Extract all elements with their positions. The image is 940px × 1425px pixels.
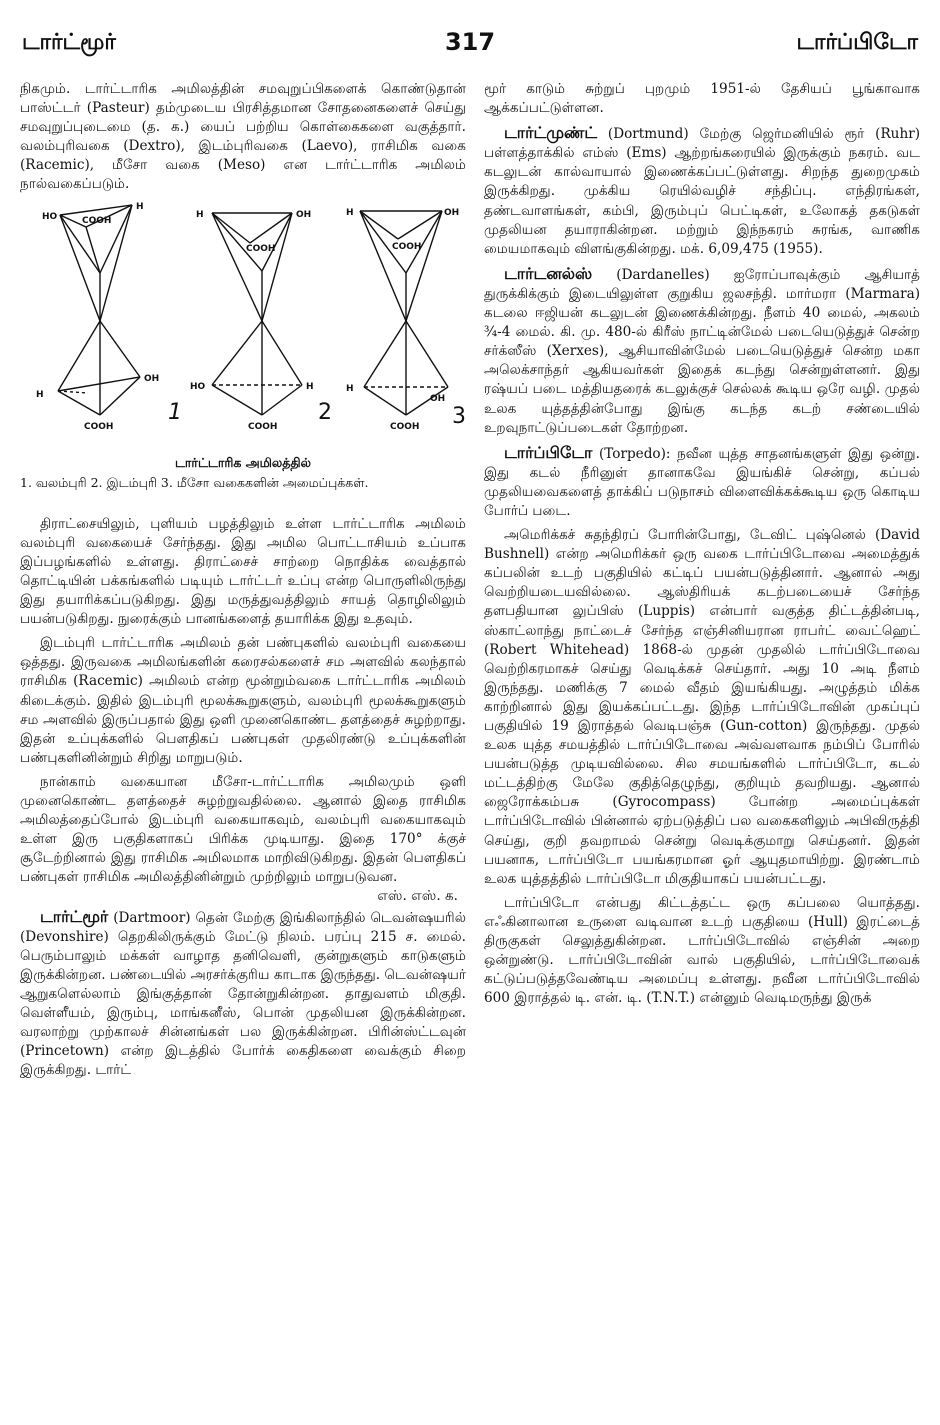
- page-number: 317: [444, 28, 496, 56]
- figure-number-3: 3: [452, 403, 466, 429]
- dardanelles-headword: டார்டனல்ஸ்: [504, 263, 593, 283]
- figure-number-1: 1: [168, 399, 182, 425]
- running-head-left: டார்ட்மூர்: [22, 30, 116, 55]
- meso-paragraph: நான்காம் வகையான மீசோ-டார்ட்டாரிக அமிலமும் ஒளி முனைகொண்ட தளத்தைச் சுழற்றுவதில்லை. ஆனால் இதை ராசிமிக அமிலத்தைப்போல் இடம்புரி வகையாகவும், வலம்புரி வகையாகவும் உள்ள இரு பகுதிகளாகப் பிரிக்க முடியாது. இதை 170° க்குச் சூடேற்றினால் இது ராசிமிக அமிலமாக மாறிவிடுகிறது. இதன் பௌதிகப் பண்புகள் ராசிமிக அமிலத்தினின்றும் முற்றிலும் மாறுபடுவன.: [20, 773, 466, 886]
- label-cooh-2-bottom: COOH: [248, 421, 278, 432]
- label-cooh-3-top: COOH: [392, 241, 422, 252]
- running-head-right: டார்ப்பிடோ: [796, 30, 918, 55]
- label-ho-1: HO: [42, 211, 58, 222]
- laevo-racemic-paragraph: இடம்புரி டார்ட்டாரிக அமிலம் தன் பண்புகளில் வலம்புரி வகையை ஒத்தது. இருவகை அமிலங்களின் கரைசல்களைச் சம அளவில் கலந்தால் ராசிமிக (Racemic) அமிலம் என்ற மூன்றும்வகை டார்ட்டாரிக அமிலம் கிடைக்கும். இதில் இடம்புரி மூலக்கூறுகளும், வலம்புரி மூலக்கூறுகளும் சம அளவில் இருப்பதால் இது ஒளி முனைகொண்ட தளத்தைச் சுழற்றாது. இதன் உப்புக்களில் பௌதிகப் பண்புகள் முதலிரண்டு உப்புக்களின் பண்புகளினின்றும் சிறிது மாறுபடும்.: [20, 635, 466, 766]
- label-oh-3-bottom: OH: [430, 393, 446, 404]
- label-h-2: H: [196, 209, 204, 220]
- dartmoor-headword: டார்ட்மூர்: [40, 906, 109, 926]
- label-h-2-bottom: H: [306, 381, 314, 392]
- label-oh-2: OH: [296, 209, 312, 220]
- torpedo-entry: [484, 443, 920, 521]
- torpedo-history-paragraph: அமெரிக்கச் சுதந்திரப் போரின்போது, டேவிட் புஷ்னெல் (David Bushnell) என்ற அமெரிக்கர் ஒரு வகை டார்ப்பிடோவை அமைத்துக் கப்பலின் உடற் பகுதியில் கட்டிப் பயன்படுத்தினார். ஆனால் அது வெற்றியடையவில்லை. ஆஸ்திரியக் கடற்படையைச் சேர்ந்த தளபதியான லுப்பிஸ் (Luppis) என்பார் வகுத்த திட்டத்தின்படி, ஸ்காட்லாந்து நாட்டைச் சேர்ந்த எஞ்சினியரான ராபர்ட் வைட்ஹெட் (Robert Whitehead) 1868-ல் முதன் முதலில் டார்ப்பிடோவை வெற்றிகரமாகச் செய்து வெடிக்கச் செய்தார். அது 10 அடி நீளம் இருந்தது. மணிக்கு 7 மைல் வீதம் இயங்கியது. அழுத்தம் மிக்க காற்றினால் இது இயக்கப்பட்டது. இந்த டார்ப்பிடோவின் முகப்புப் பகுதியில் 19 இராத்தல் வெடிபஞ்சு (Gun-cotton) இருந்தது. முதல் உலக யுத்த சமயத்தில் டார்ப்பிடோவை அவ்வளவாக நம்பிப் போரில் பயன்படுத்த முடியவில்லை. சில சமயங்களில் டார்ப்பிடோ, கடல் மட்டத்திற்கு மேலே குதித்தெழுந்து, குறியும் தவறியது. ஆனால் ஜைரோக்கம்பசு (Gyrocompass) போன்ற அமைப்புக்கள் டார்ப்பிடோவில் பின்னால் ஏற்படுத்திப் பல வகைகளிலும் அபிவிருத்தி செய்து, குறி தவறாமல் சென்று வெடிக்குமாறு செய்தனர். இதன் பயனாக, டார்ப்பிடோ பயங்கரமான ஓர் ஆயுதமாயிற்று. இரண்டாம் உலக யுத்தத்தில் டார்ப்பிடோ மிகுதியாகப் பயன்பட்டது.: [484, 527, 920, 887]
- label-h-3-bottom: H: [346, 383, 354, 394]
- label-oh-3: OH: [444, 207, 460, 218]
- dartmoor-continuation: மூர் காடும் சுற்றுப் புறமும் 1951-ல் தேசியப் பூங்காவாக ஆக்கப்பட்டுள்ளன.: [484, 81, 920, 117]
- tartaric-intro-paragraph: நிகமும். டார்ட்டாரிக அமிலத்தின் சமவுறுப்பிகளைக் கொண்டுதான் பாஸ்ட்டர் (Pasteur) தம்முடைய பிரசித்தமான சோதனைகளைச் செய்து சமவுறுப்புடைமை (த. க.) யைப் பற்றிய கொள்கைகளை வகுத்தார். வலம்புரிவகை (Dextro), இடம்புரிவகை (Laevo), ராசிமிக வகை (Racemic), மீசோ வகை (Meso) என டார்ட்டாரிக அமிலம் நால்வகைப்படும்.: [20, 81, 466, 193]
- torpedo-headword: டார்ப்பிடோ: [504, 442, 593, 462]
- dardanelles-body: (Dardanelles) ஐரோப்பாவுக்கும் ஆசியாத் துருக்கிக்கும் இடையிலுள்ள குறுகிய ஜலசந்தி. மார்மரா (Marmara) கடலை ஈஜியன் கடலுடன் இணைக்கின்றது. நீளம் 40 மைல், அகலம் ¾-4 மைல். கி. மு. 480-ல் கிரீஸ் நாட்டின்மேல் படையெடுத்துச் சென்ற சர்க்ஸீஸ் (Xerxes), ஆசியாவின்மேல் படையெடுத்துச் சென்ற மகா அலெக்சாந்தர் ஆகியவர்கள் இதைக் கடந்து சென்றுள்ளனர். இது ரஷ்யப் படை மத்தியதரைக் கடலுக்குச் செல்லக் கூடிய ஒரே வழி. முதல் உலக யுத்தத்தின்போது இங்கு கடந்த கடற் சண்டையில் உறவுநாட்டுப்படைகள் தோற்றன.: [484, 266, 920, 436]
- dortmund-headword: டார்ட்முண்ட்: [504, 123, 598, 143]
- dartmoor-body: (Dartmoor) தென் மேற்கு இங்கிலாந்தில் டெவன்ஷயரில் (Devonshire) தெறகிலிருக்கும் மேட்டு நிலம். பரப்பு 215 ச. மைல். பெரும்பாலும் மக்கள் வாழாத தனிவெளி, குன்றுகளும் காடுகளும் இருக்கின்றன. பண்டையில் அரசர்க்குரிய காடாக இருந்தது. டெவன்ஷயர் ஆறுகளெல்லாம் இங்குத்தான் தோன்றுகின்றன. தாதுவளம் மிகுதி. வெள்ளீயம், இரும்பு, மாங்கனீஸ், பொன் முதலியன இருக்கின்றன. வரலாற்று முற்காலச் சின்னங்கள் பல இருக்கின்றன. பிரின்ஸ்ட்டவுன் (Princetown) என்ற இடத்தில் போர்க் கைதிகளை வைக்கும் சிறை இருக்கிறது. டார்ட்: [20, 909, 466, 1079]
- dartmoor-entry: [20, 907, 466, 1081]
- torpedo-body: (Torpedo): நவீன யுத்த சாதனங்களுள் இது ஒன்று. இது கடல் நீரினுள் தானாகவே இயங்கிச் சென்று, கப்பல் முதலியவைகளைத் தாக்கிப் படுநாசம் விளைவிக்கக்கூடிய ஒரு கொடிய போர்ப் படை.: [484, 445, 920, 519]
- left-column: [20, 80, 466, 1417]
- figure-number-2: 2: [318, 399, 332, 425]
- label-cooh-1-bottom: COOH: [84, 421, 114, 432]
- label-cooh-1-top: COOH: [82, 215, 112, 226]
- label-cooh-3-bottom: COOH: [390, 421, 420, 432]
- dardanelles-entry: [484, 264, 920, 438]
- figure-title: டார்ட்டாரிக அமிலத்தில்: [174, 454, 312, 470]
- dextro-paragraph: திராட்சையிலும், புளியம் பழத்திலும் உள்ள டார்ட்டாரிக அமிலம் வலம்புரி வகையைச் சேர்ந்தது. இது அமில பொட்டாசியம் உப்பாக இப்பழங்களில் உள்ளது. திராட்சைச் சாற்றை நொதிக்க வைத்தால் தொட்டியின் பக்கங்களில் படியும் டார்ட்டர் உப்பு என்ற பொருளிலிருந்து இது தயாரிக்கப்படுகிறது. இது மருத்துவத்திலும் சாயத் தொழிலிலும் பயன்படுகிறது. நுரைக்கும் பானங்களைத் தயாரிக்க இது உதவும்.: [20, 515, 466, 628]
- author-signature: எஸ். எஸ். க.: [377, 888, 458, 905]
- figure-caption: 1. வலம்புரி 2. இடம்புரி 3. மீசோ வகைகளின் அமைப்புக்கள்.: [20, 474, 369, 490]
- right-column: [484, 80, 920, 1417]
- label-oh-1: OH: [144, 373, 160, 384]
- dortmund-entry: [484, 123, 920, 259]
- label-h-1-bottom: H: [36, 389, 44, 400]
- label-h-3: H: [346, 207, 354, 218]
- label-cooh-2-top: COOH: [246, 243, 276, 254]
- tartaric-structure-figure: [20, 201, 466, 451]
- structure-1-diagram: [58, 205, 140, 415]
- tetrahedra-diagram: [20, 201, 466, 451]
- page-header: [22, 30, 918, 64]
- label-ho-2: HO: [190, 381, 206, 392]
- dortmund-body: (Dortmund) மேற்கு ஜெர்மனியில் ரூர் (Ruhr) பள்ளத்தாக்கில் எம்ஸ் (Ems) ஆற்றங்கரையில் இருக்கும் நகரம். வட கடலுடன் கால்வாயால் இணைக்கப்பட்டுள்ளது. சிறந்த துறைமுகம் இருக்கிறது. முக்கிய ரெயில்வழிச் சந்திப்பு. எந்திரங்கள், தண்டவாளங்கள், கம்பி, இரும்புப் பெட்டிகள், உலோகத் தகடுகள் முதலியன தயாராகின்றன. மற்றும் இந்நகரம் சுரங்க, வாணிக மையமாகவும் விளங்குகின்றது. மக். 6,09,475 (1955).: [484, 126, 920, 257]
- torpedo-structure-paragraph: டார்ப்பிடோ என்பது கிட்டத்தட்ட ஒரு கப்பலை யொத்தது. எஃகினாலான உருளை வடிவான உடற் பகுதியை (Hull) இரட்டைத் திருகுகள் செலுத்துகின்றன. டார்ப்பிடோவில் எஞ்சின் அறை ஒன்றுண்டு. டார்ப்பிடோவின் வால் பகுதியில், டார்ப்பிடோவைக் கட்டுப்படுத்தவேண்டிய அமைப்பு உள்ளது. நவீன டார்ப்பிடோவில் 600 இராத்தல் டி. என். டி. (T.N.T.) என்னும் வெடிமருந்து இருக்: [484, 894, 920, 1007]
- label-h-1: H: [136, 201, 144, 212]
